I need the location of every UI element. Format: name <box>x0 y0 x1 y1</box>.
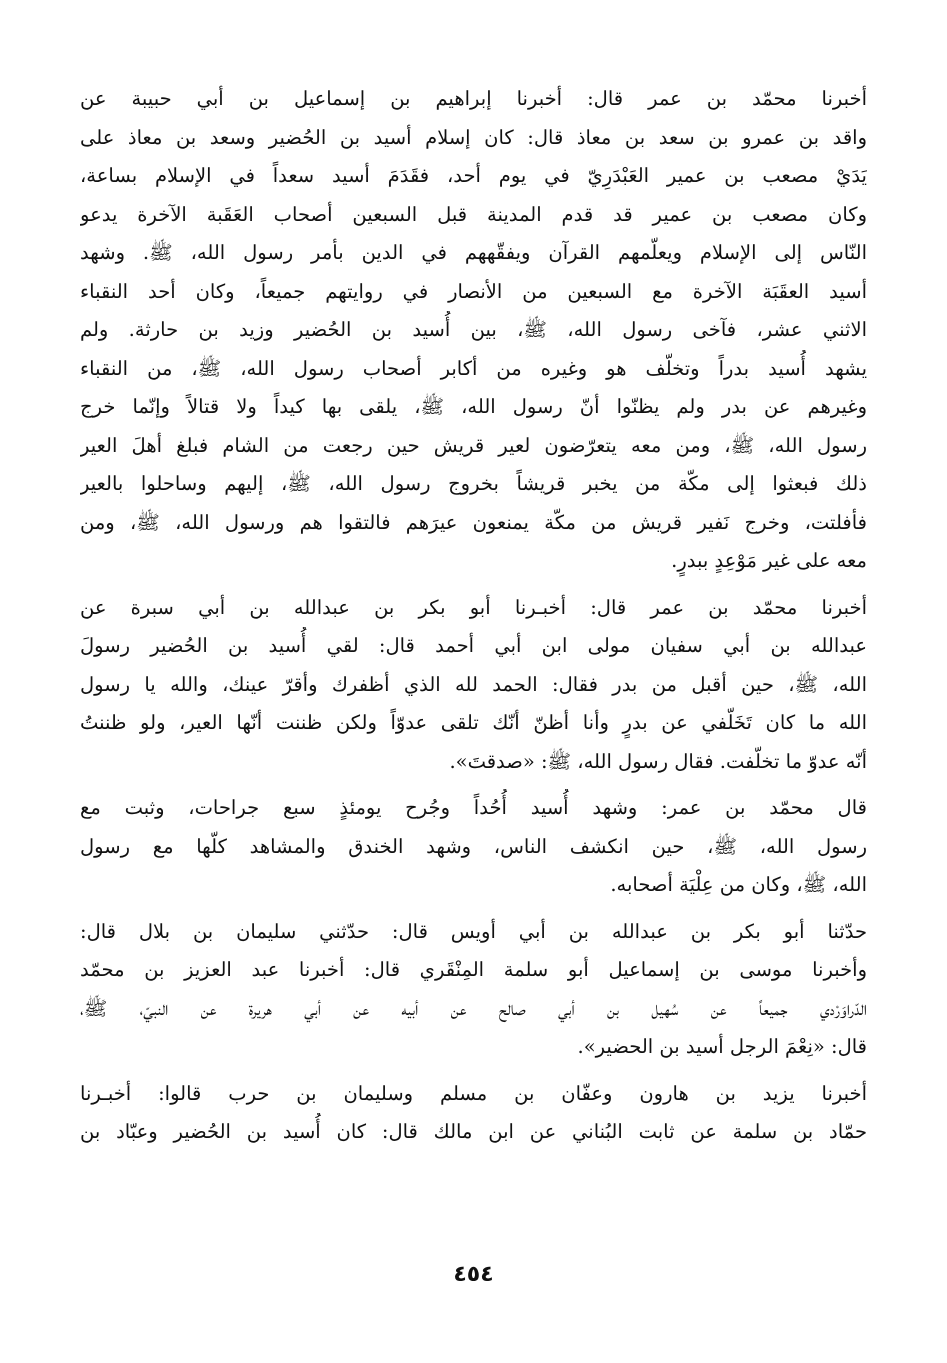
text-line: رسول الله، ﷺ، ومن معه يتعرّضون لعير قريش حين رجعت من الشام فبلغ أهلَ العير <box>80 433 867 457</box>
text-line: الدّراوَرْدي جميعاً عن سُهيل بن أبي صالح عن أبيه عن أبي هريرة عن النبيّ، ﷺ، <box>80 996 867 1020</box>
text-line: عبدالله بن أبي سفيان مولى ابن أبي أحمد قال: لقي أُسيد بن الحُضير رسولَ <box>80 634 867 657</box>
text-line: فأفلتت، وخرج نَفير قريش من مكّة يمنعون عيرَهم فالتقوا هم ورسول الله، ﷺ، ومن <box>80 510 867 534</box>
text-line: وأخبرنا موسى بن إسماعيل أبو سلمة المِنْقَري قال: أخبرنا عبد العزيز بن محمّد <box>80 958 867 981</box>
text-line: حمّاد بن سلمة عن ثابت البُناني عن ابن مالك قال: كان أُسيد بن الحُضير وعبّاد بن <box>80 1120 867 1143</box>
text-line: يشهد أُسيد بدراً وتخلّف هو وغيره من أكابر أصحاب رسول الله، ﷺ، من النقباء <box>80 356 867 380</box>
text-line: أخبرنا محمّد بن عمر قال: أخبـرنا أبو بكر بن عبدالله بن أبي سبرة عن <box>80 595 867 619</box>
text-line: واقد بن عمرو بن سعد بن معاذ قال: كان إسلام أسيد بن الحُضير وسعد بن معاذ على <box>80 125 867 149</box>
paragraph-3 <box>80 789 867 905</box>
text-line: يَدَيْ مصعب بن عمير العَبْدَرِيّ في يوم أحد، فقَدَمَ أسيد سعداً في الإسلام بساعة، <box>80 164 867 187</box>
text-line: معه على غير مَوْعِدٍ ببدرٍ. <box>671 549 867 572</box>
text-line: الله ما كان تَخَلّفي عن بدرٍ وأنا أظنّ أنّك تلقى عدوّاً ولكن ظننت أنّها العير، ولو ظننتُ <box>80 711 867 734</box>
text-line: وكان مصعب بن عمير قد قدم المدينة قبل السبعين أصحاب العَقَبة الآخرة يدعو <box>80 202 867 226</box>
text-line: الله، ﷺ، حين أقبل من بدر فقال: الحمد لله الذي أظفرك وأقرّ عينك، والله يا رسول <box>80 672 867 696</box>
text-line: وغيرهم عن بدر ولم يظنّوا أنّ رسول الله، ﷺ، يلقى بها كيداً ولا قتالاً وإنّما خرج <box>80 395 867 418</box>
text-line: قال محمّد بن عمر: وشهد أُسيد أُحُداً وجُرح يومئذٍ سبع جراحات، وثبت مع <box>80 796 867 819</box>
text-line: أخبرنا يزيد بن هارون وعفّان بن مسلم وسليمان بن حرب قالوا: أخبـرنا <box>80 1081 867 1105</box>
text-line: أسيد العقَبَة الآخرة مع السبعين من الأنصار في روايتهم جميعاً، وكان أحد النقباء <box>80 279 867 303</box>
text-line: الله، ﷺ، وكان من عِلْيَة أصحابه. <box>610 873 867 896</box>
text-line: رسول الله، ﷺ، حين انكشف الناس، وشهد الخندق والمشاهد كلّها مع رسول <box>80 834 867 858</box>
text-line: ذلك فبعثوا إلى مكّة من يخبر قريشاً بخروج رسول الله، ﷺ، إليهم وساحلوا بالعير <box>80 472 867 495</box>
text-line: حدّثنا أبو بكر بن عبدالله بن أبي أويس قال: حدّثني سليمان بن بلال قال: <box>80 919 867 943</box>
text-line: النّاس إلى الإسلام ويعلّمهم القرآن ويفقّههم في الدين بأمر رسول الله، ﷺ. وشهد <box>80 241 867 264</box>
paragraph-2 <box>80 589 867 782</box>
paragraph-4 <box>80 913 867 1067</box>
text-line: قال: «نِعْمَ الرجل أسيد بن الحضير». <box>577 1035 867 1058</box>
body-text <box>80 80 867 1160</box>
text-line: الاثني عشر، فآخى رسول الله، ﷺ، بين أُسيد بن الحُضير وزيد بن حارثة. ولم <box>80 318 867 341</box>
page-number: ٤٥٤ <box>453 1262 494 1287</box>
paragraph-1 <box>80 80 867 581</box>
text-line: أنّه عدوّ ما تخلّفت. فقال رسول الله، ﷺ: «صدقتَ». <box>449 749 867 773</box>
paragraph-5 <box>80 1075 867 1152</box>
text-line: أخبرنا محمّد بن عمر قال: أخبرنا إبراهيم بن إسماعيل بن أبي حبيبة عن <box>80 87 867 110</box>
